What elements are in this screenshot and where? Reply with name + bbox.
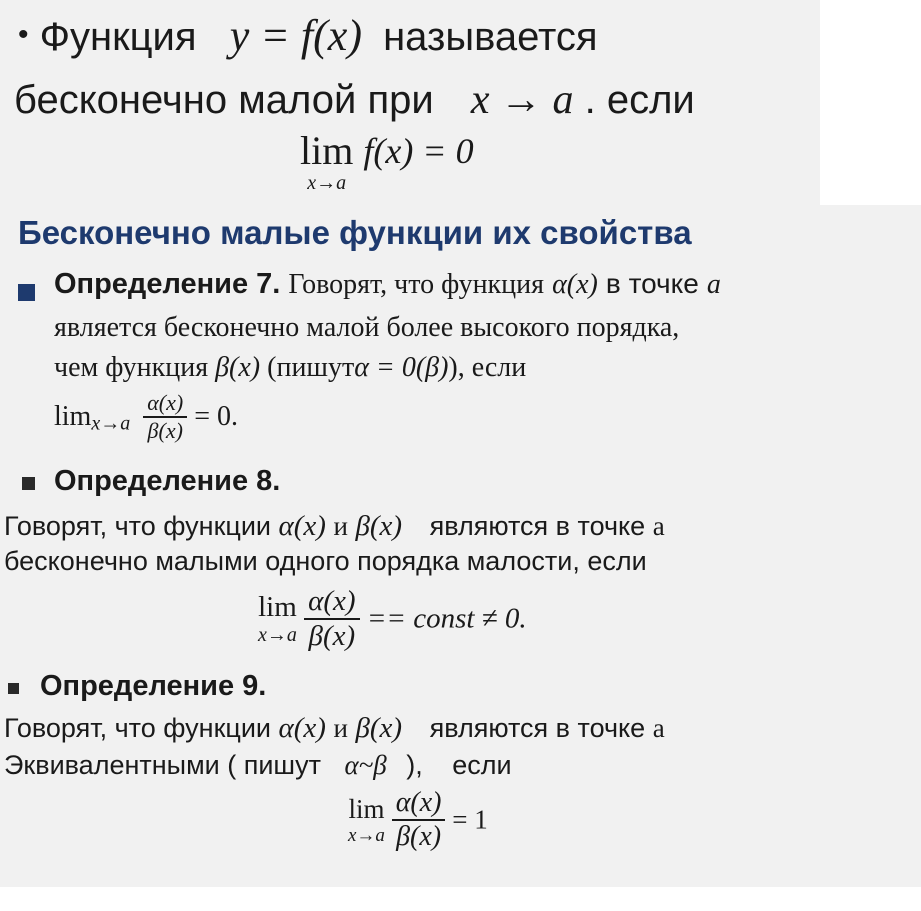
limit-operator xyxy=(348,794,385,847)
top-limit-formula xyxy=(300,130,474,195)
equivalence-formula: α~β xyxy=(344,750,387,780)
definition-9-line-1 xyxy=(4,712,665,745)
limit-expression: f(x) = 0 xyxy=(363,131,474,171)
alpha-function: α(x) xyxy=(552,269,598,300)
fraction-denominator: β(x) xyxy=(396,821,442,852)
limit-symbol: lim xyxy=(348,793,385,824)
and-word: и xyxy=(333,511,348,541)
definition-7-text-c: чем функция xyxy=(54,352,209,383)
definition-9-text-a: Говорят, что функции xyxy=(4,713,272,743)
alpha-function: α(x) xyxy=(278,510,326,542)
limit-subscript: x→a xyxy=(307,172,347,194)
definition-8-text-b: являются в точке xyxy=(429,511,646,541)
definition-8-text-a: Говорят, что функции xyxy=(4,511,272,541)
definition-7-line-3 xyxy=(54,352,526,384)
ratio-fraction xyxy=(304,585,359,653)
definition-9-line-2 xyxy=(4,750,512,781)
beta-function: β(x) xyxy=(355,510,403,542)
equals-const: == const ≠ 0. xyxy=(366,602,527,635)
definition-7-text-e: ), если xyxy=(448,352,527,383)
definition-8-title: Определение 8. xyxy=(54,465,281,497)
fraction-numerator: α(x) xyxy=(304,585,359,620)
definition-7-line-2: является бесконечно малой более высокого порядка, xyxy=(54,312,680,343)
definition-8-line-2: бесконечно малыми одного порядка малости, если xyxy=(4,546,647,576)
fraction-numerator: α(x) xyxy=(392,787,446,821)
square-bullet-icon xyxy=(18,284,35,301)
alpha-function: α(x) xyxy=(278,712,326,744)
top-line-2 xyxy=(14,76,695,124)
definition-7-title: Определение 7. xyxy=(54,268,281,300)
fraction-numerator: α(x) xyxy=(143,390,187,418)
top-line-1 xyxy=(18,10,598,61)
limit-subscript: x→a xyxy=(348,824,385,846)
definition-9-limit xyxy=(348,787,488,853)
definition-9-text-c: Эквивалентными ( пишут xyxy=(4,750,321,780)
infinitesimal-text: бесконечно малой при xyxy=(14,78,434,122)
if-word: если xyxy=(452,750,512,780)
definition-9-text-d: ), xyxy=(406,750,423,780)
order-notation: α = 0(β) xyxy=(354,352,449,383)
definition-7-text-d: (пишут xyxy=(267,352,355,383)
function-formula: y = f(x) xyxy=(229,11,362,60)
beta-function: β(x) xyxy=(215,352,261,383)
ratio-fraction xyxy=(143,390,187,444)
function-word: Функция xyxy=(39,15,197,59)
if-word: . если xyxy=(584,78,695,122)
limit-symbol: lim xyxy=(54,401,92,432)
point-variable: a xyxy=(706,269,721,300)
ratio-fraction xyxy=(392,787,446,853)
point-variable: a xyxy=(652,511,665,541)
definition-8-limit xyxy=(258,585,527,653)
limit-symbol: lim xyxy=(258,591,297,623)
definition-7-limit xyxy=(54,390,238,444)
called-word: называется xyxy=(383,15,598,59)
equals-one: = 1 xyxy=(452,804,488,835)
point-variable: a xyxy=(652,713,665,743)
fraction-denominator: β(x) xyxy=(147,418,183,443)
definition-7-text-b: в точке xyxy=(605,268,699,299)
definition-9-text-b: являются в точке xyxy=(429,713,646,743)
section-heading: Бесконечно малые функции их свойства xyxy=(18,214,692,251)
definition-7-line-1 xyxy=(54,268,721,301)
definition-8-line-1 xyxy=(4,510,665,543)
limit-operator xyxy=(300,130,353,195)
limit-point-formula: x → a xyxy=(470,77,574,123)
beta-function: β(x) xyxy=(355,712,403,744)
limit-operator xyxy=(258,591,297,647)
limit-symbol: lim xyxy=(300,128,354,173)
limit-subscript: x→a xyxy=(91,412,131,435)
page-margin xyxy=(0,887,921,911)
square-bullet-icon xyxy=(8,683,19,694)
square-bullet-icon xyxy=(22,477,35,490)
bullet-dot: • xyxy=(18,18,29,51)
definition-9-title: Определение 9. xyxy=(40,670,267,702)
definition-7-text-a: Говорят, что функция xyxy=(288,269,545,300)
and-word: и xyxy=(333,713,348,743)
fraction-denominator: β(x) xyxy=(308,620,356,652)
limit-subscript: x→a xyxy=(258,624,297,646)
equals-zero: = 0. xyxy=(194,401,238,432)
